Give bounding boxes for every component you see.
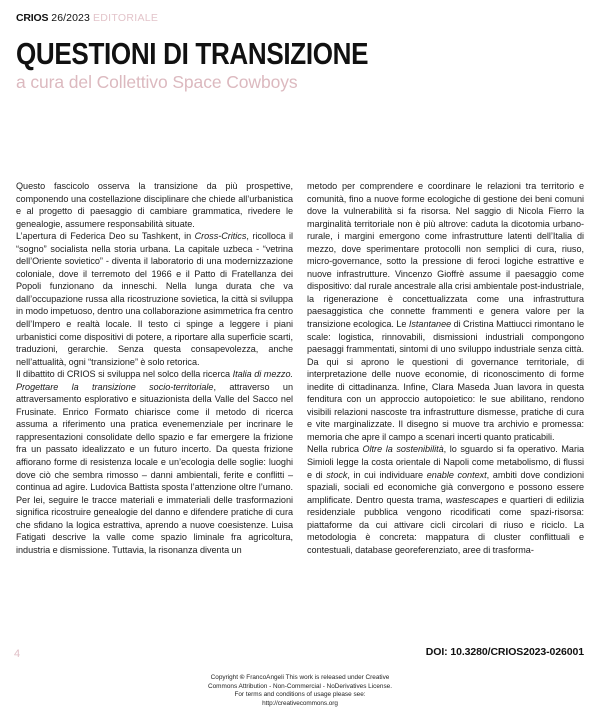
text-run: Nella rubrica <box>307 444 363 455</box>
license-line-3: For terms and conditions of usage please see: <box>234 691 366 699</box>
text-run: Questo fascicolo osserva la transizione da più prospettive, componendo una costellazione disciplinare che chiede all’urbanistica e al progetto di paesaggio di cambiare grammatica, rivedere le genealogie, assumere responsabilità situate. <box>16 181 293 229</box>
page-title: QUESTIONI DI TRANSIZIONE <box>16 36 369 71</box>
text-run: , ambiti dove condizioni spaziali, sociali ed economiche già convergono e possono essere amplificate. Dentro questa trama, <box>307 469 585 505</box>
article-body <box>16 180 584 632</box>
license-line-1 <box>0 674 600 683</box>
text-run: e quartieri di edilizia residenziale pubblica vengono ricodificati come spazi-risorsa: piattaforme da cui attivare cicli circolari di riuso e riciclo. La metodologia è concreta: mappatura di cluster conflittuali e contestuali, database georeferenziato, aree di trasforma- <box>307 494 584 555</box>
text-run: L’apertura di Federica Deo su Tashkent, in <box>16 231 195 242</box>
italic-run: Italia di mezzo. Progettare la transizione socio-territoriale <box>16 369 293 392</box>
text-run: , in cui individuare <box>347 469 427 480</box>
italic-run: Cross-Critics <box>194 231 247 242</box>
section-label: EDITORIALE <box>92 12 159 24</box>
text-run: metodo per comprendere e coordinare le relazioni tra territorio e comunità, fino a nuove forme ecologiche di gestione dei beni comuni dove la vulnerabilità si fa risorsa. Nel saggio di Nicola Fierro la marginalità territoriale non è più altrove: caduta la dicotomia urbano-rurale, i margini emergono come infrastrutture latenti dell’Italia di mezzo, dove sperimentare protocolli non semplici di cura, riuso, micro-governance, sotto la pressione di feroci logiche estrattive e nuove infrastrutture. Vincenzo Gioffrè assume il paesaggio come dispositivo: dal rurale ancestrale alla crisi ambientale post-industriale, la rigenerazione è concettualizzata come una infrastruttura paesaggistica che connette frammenti e genera valore per la transizione ecologica. Le <box>307 181 584 330</box>
italic-run: stock <box>326 469 348 480</box>
italic-run: Istantanee <box>408 319 452 330</box>
text-run: Il dibattito di CRIOS si sviluppa nel solco della ricerca <box>16 369 233 380</box>
paragraph-p1 <box>16 180 293 230</box>
body-column-right <box>307 180 584 632</box>
paragraph-p5 <box>307 443 584 556</box>
italic-run: wastescapes <box>446 494 499 505</box>
paragraph-p3 <box>16 368 293 556</box>
text-run: di Cristina Mattiucci rimontano le scale: logistica, rinnovabili, dismissioni industriali compongono paesaggi frammentati, sintomi di uno sviluppo industriale senza città. Da qui si aprono le questioni di governance territoriale, di interpretazione delle nuove economie, di riconoscimento di forme inedite di cittadinanza. Infine, Clara Maseda Juan lavora in questa fenditura con un approccio autopoietico: le sue abilitano, rendono visibili relazioni nascoste tra infrastrutture dismesse, pratiche di cura e vite marginalizzate. Il disegno si muove tra archivio e promessa: memoria che apre il campo a scenari incerti quanto praticabili. <box>307 319 584 442</box>
body-column-left <box>16 180 293 632</box>
masthead <box>16 12 158 24</box>
text-run: , ricolloca il “sogno” socialista nella storia urbana. La capitale uzbeca - “vetrina dell’Oriente sovietico” - diventa il laboratorio di una modernizzazione coloniale, dove il terremoto del 1966 e il Patto di Fratellanza dei Popoli funzionano da inneschi. Nella lunga durata che va dall’occupazione russa alla ricostruzione sovietica, la città si sviluppa in modo impetuoso, dentro una collaborazione asimmetrica fra centro dell’Impero e realtà locale. Il testo ci spinge a leggere i piani urbanistici come dispositivi di potere, a riportare alla superficie scarti, traduzioni, gerarchie. Senza questa consapevolezza, anche nell’attualità, ogni “transizione” è solo retorica. <box>16 231 293 367</box>
page-number: 4 <box>14 648 21 660</box>
text-run: , attraverso un attraversamento esplorativo e situazionista della Valle del Sacco nel Frusinate. Enrico Formato chiarisce come il metodo di ricerca assuma a riferimento una pratica evenemenziale per incrinare le rappresentazioni consolidate dello spazio e far emergere la frizione fra un passato idealizzato e un futuro incerto. Da questa frizione affiorano forme di resistenza locale e un’ecologia delle soglie: luoghi dove ciò che sembra rimosso – danni ambientali, ferite e conflitti – continua ad agire. Ludovica Battista sposta l’attenzione oltre l’umano. Per lei, seguire le tracce materiali e immateriali delle trasformazioni significa ricostruire genealogie del danno e difendere pratiche di cura che sfidano la logica estrattiva, aprendo a nuove coesistenze. Luisa Fatigati descrive la valle come spazio liminale fra agricoltura, industria e dismissione. Tuttavia, la risonanza diventa un <box>16 381 293 555</box>
license-url[interactable]: http://creativecommons.org <box>262 699 338 707</box>
page-subtitle: a cura del Collettivo Space Cowboys <box>16 72 298 92</box>
license-copyright-word: Copyright <box>210 674 240 681</box>
journal-name: CRIOS <box>16 12 49 24</box>
paragraph-p4 <box>307 180 584 443</box>
italic-run: enable context <box>426 469 487 480</box>
license-line-2: Commons Attribution - Non-Commercial - NoDerivatives License. <box>208 682 392 690</box>
license-line-1-rest: FrancoAngeli This work is released under Creative <box>244 674 390 681</box>
paragraph-p2 <box>16 230 293 368</box>
doi-line: DOI: 10.3280/CRIOS2023-026001 <box>425 646 584 658</box>
issue-number: 26/2023 <box>48 12 93 24</box>
copyright-icon: © <box>239 674 245 681</box>
italic-run: Oltre la sostenibilità <box>362 444 444 455</box>
text-run: , lo sguardo si fa operativo. Maria Simioli legge la costa orientale di Napoli come metabolismo, di flussi e di <box>307 444 584 480</box>
license-notice <box>0 674 600 708</box>
